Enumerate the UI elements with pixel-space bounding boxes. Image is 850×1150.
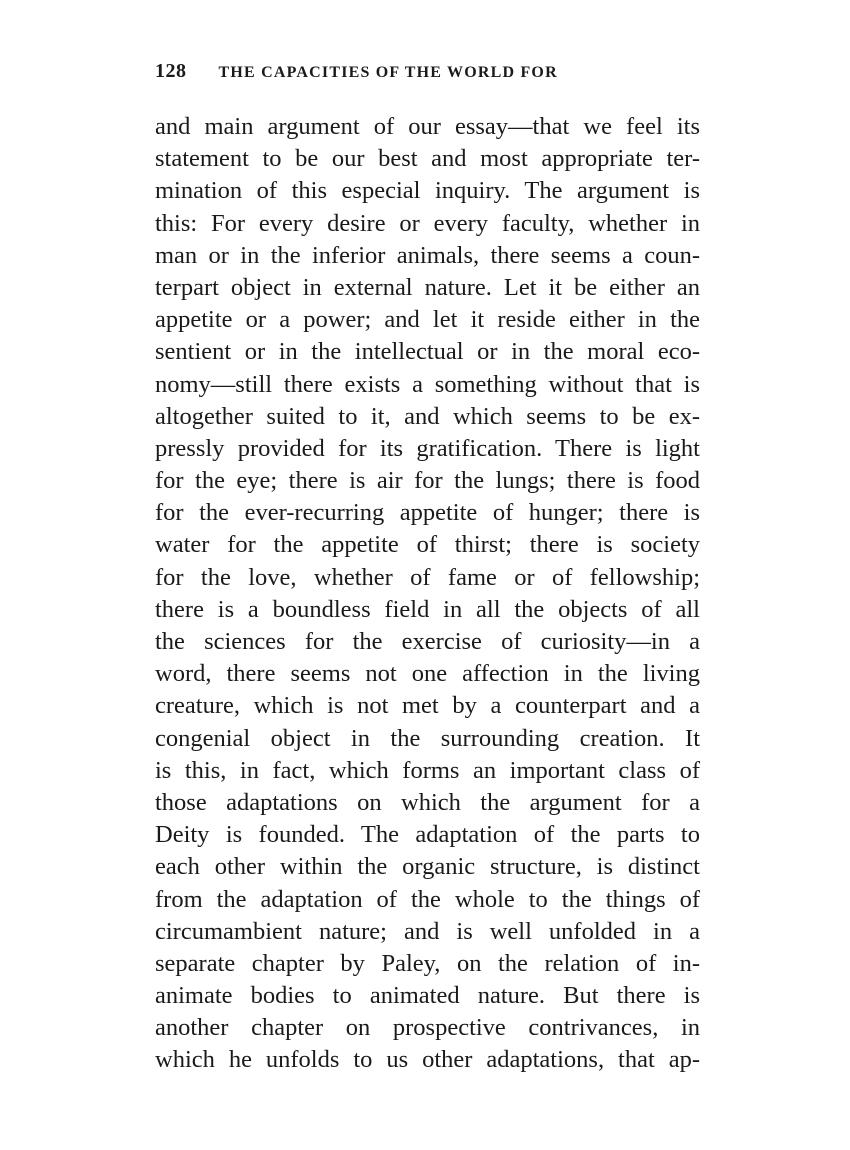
running-title: THE CAPACITIES OF THE WORLD FOR: [218, 64, 558, 81]
text-line: those adaptations on which the argument for a: [155, 788, 700, 816]
text-line: appetite or a power; and let it reside either in the: [155, 306, 700, 334]
text-line: for the ever-recurring appetite of hunger; there is: [155, 499, 700, 527]
text-line: each other within the organic structure, is distinct: [155, 853, 700, 881]
text-line: nomy—still there exists a something without that is: [155, 370, 700, 398]
running-head: [155, 60, 700, 90]
text-line: separate chapter by Paley, on the relation of in-: [155, 949, 700, 977]
text-line: altogether suited to it, and which seems to be ex-: [155, 402, 700, 430]
text-line: is this, in fact, which forms an important class of: [155, 756, 700, 784]
text-line: from the adaptation of the whole to the things of: [155, 885, 700, 913]
text-line: water for the appetite of thirst; there is society: [155, 531, 700, 559]
text-line: creature, which is not met by a counterpart and a: [155, 692, 700, 720]
text-line: this: For every desire or every faculty, whether in: [155, 209, 700, 237]
text-line: the sciences for the exercise of curiosity—in a: [155, 628, 700, 655]
text-line: for the love, whether of fame or of fellowship;: [155, 563, 700, 591]
text-line: animate bodies to animated nature. But there is: [155, 982, 700, 1010]
text-line: for the eye; there is air for the lungs; there is food: [155, 467, 700, 495]
text-line: statement to be our best and most appropriate ter-: [155, 145, 700, 173]
text-line: congenial object in the surrounding creation. It: [155, 724, 700, 752]
text-line: mination of this especial inquiry. The argument is: [155, 177, 700, 205]
text-line: there is a boundless field in all the objects of all: [155, 595, 700, 623]
text-line: Deity is founded. The adaptation of the parts to: [155, 821, 700, 849]
text-line: man or in the inferior animals, there seems a coun-: [155, 241, 700, 269]
page-number: 128: [155, 60, 187, 82]
text-line: pressly provided for its gratification. There is light: [155, 434, 700, 462]
text-line: which he unfolds to us other adaptations, that ap-: [155, 1046, 700, 1074]
text-line: sentient or in the intellectual or in the moral eco-: [155, 338, 700, 366]
body-text: [155, 111, 700, 1077]
text-line: word, there seems not one affection in the living: [155, 660, 700, 688]
text-line: circumambient nature; and is well unfolded in a: [155, 917, 700, 945]
text-line: and main argument of our essay—that we feel its: [155, 113, 700, 140]
text-line: terpart object in external nature. Let it be either an: [155, 273, 700, 301]
text-line: another chapter on prospective contrivances, in: [155, 1014, 700, 1042]
